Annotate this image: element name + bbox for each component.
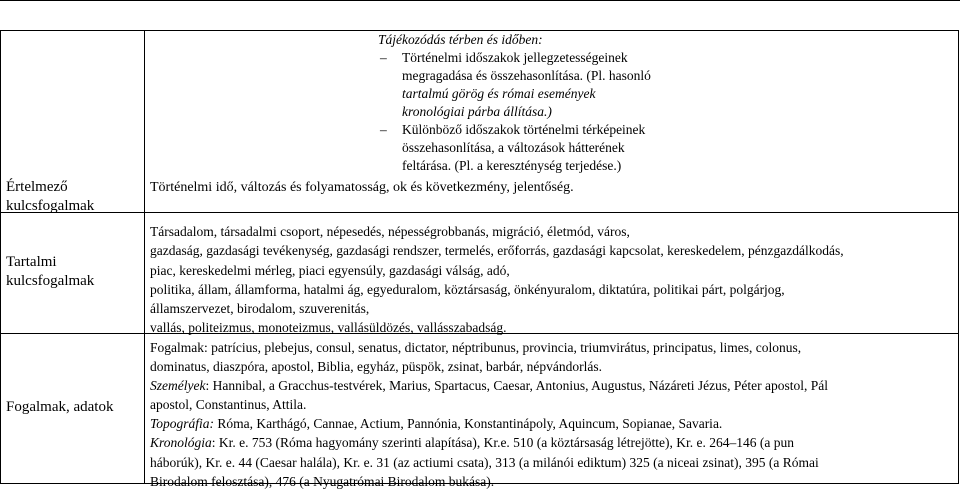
orientation-item-2: – Különböző időszakok történelmi térképeinek összehasonlítása, a változások hátterének feltárása. (Pl. a kereszténység terjedése.) <box>378 121 718 175</box>
kronologia-line: háborúk), Kr. e. 44 (Caesar halála), Kr. e. 31 (az actiumi csata), 313 (a milánói ediktum) 325 (a niceai zsinat), 395 (a Római <box>150 454 819 470</box>
szemelyek-line: apostol, Constantinus, Attila. <box>150 397 307 413</box>
left-border <box>0 30 1 484</box>
content-line: gazdaság, gazdasági tevékenység, gazdasági rendszer, termelés, erőforrás, gazdasági kapcsolat, kereskedelem, pénzgazdálkodás, <box>150 243 844 259</box>
fogalmak-line: Fogalmak: patrícius, plebejus, consul, senatus, dictator, néptribunus, provincia, triumvirátus, principatus, limes, colonus, <box>150 340 802 355</box>
fogalmak-line: dominatus, diaszpóra, apostol, Biblia, egyház, püspök, zsinat, barbár, népvándorlás. <box>150 359 602 375</box>
content-line: politika, állam, államforma, hatalmi ág, egyeduralom, köztársaság, önkényuralom, diktatúra, politikai párt, polgárjog, <box>150 281 785 297</box>
szemelyek-line: Személyek: Hannibal, a Gracchus-testvérek, Marius, Spartacus, Caesar, Antonius, Augustus, Názáreti Jézus, Péter apostol, Pál <box>150 378 829 394</box>
orientation-heading: Tájékozódás térben és időben: <box>378 32 543 47</box>
label-ertelmezo-kulcsfogalmak: Értelmező kulcsfogalmak <box>6 179 95 214</box>
kronologia-line: Birodalom felosztása), 476 (a Nyugatrómai Birodalom bukása). <box>150 473 495 489</box>
kronologia-line: Kronológia: Kr. e. 753 (Róma hagyomány szerinti alapítása), Kr.e. 510 (a köztársaság létrejötte), Kr. e. 264–146 (a pun <box>150 435 794 451</box>
top-border <box>0 0 960 1</box>
interpretive-concepts-text: Történelmi idő, változás és folyamatosság, ok és következmény, jelentőség. <box>150 180 574 195</box>
content-line: piac, kereskedelmi mérleg, piaci egyensúly, gazdasági válság, adó, <box>150 262 510 278</box>
column-divider <box>144 30 145 484</box>
topografia-line: Topográfia: Róma, Karthágó, Cannae, Actium, Pannónia, Konstantinápoly, Aquincum, Sopianae, Savaria. <box>150 416 723 432</box>
concepts-data-block <box>150 338 955 491</box>
content-concepts-block <box>150 222 955 338</box>
row-divider-1 <box>0 212 959 213</box>
content-line: vallás, politeizmus, monoteizmus, vallásüldözés, vallásszabadság. <box>150 320 507 336</box>
orientation-block <box>378 31 718 175</box>
orientation-item-1: – Történelmi időszakok jellegzetességeinek megragadása és összehasonlítása. (Pl. hasonló tartalmú görög és római események kronológiai párba állítása.) <box>378 49 718 121</box>
content-line: államszervezet, birodalom, szuverenitás, <box>150 301 370 317</box>
content-line: Társadalom, társadalmi csoport, népesedés, népességrobbanás, migráció, életmód, város, <box>150 224 630 239</box>
label-fogalmak-adatok: Fogalmak, adatok <box>6 399 114 415</box>
right-border <box>958 30 959 484</box>
side-cell-top <box>846 30 959 31</box>
label-tartalmi-kulcsfogalmak: Tartalmi kulcsfogalmak <box>6 254 95 289</box>
